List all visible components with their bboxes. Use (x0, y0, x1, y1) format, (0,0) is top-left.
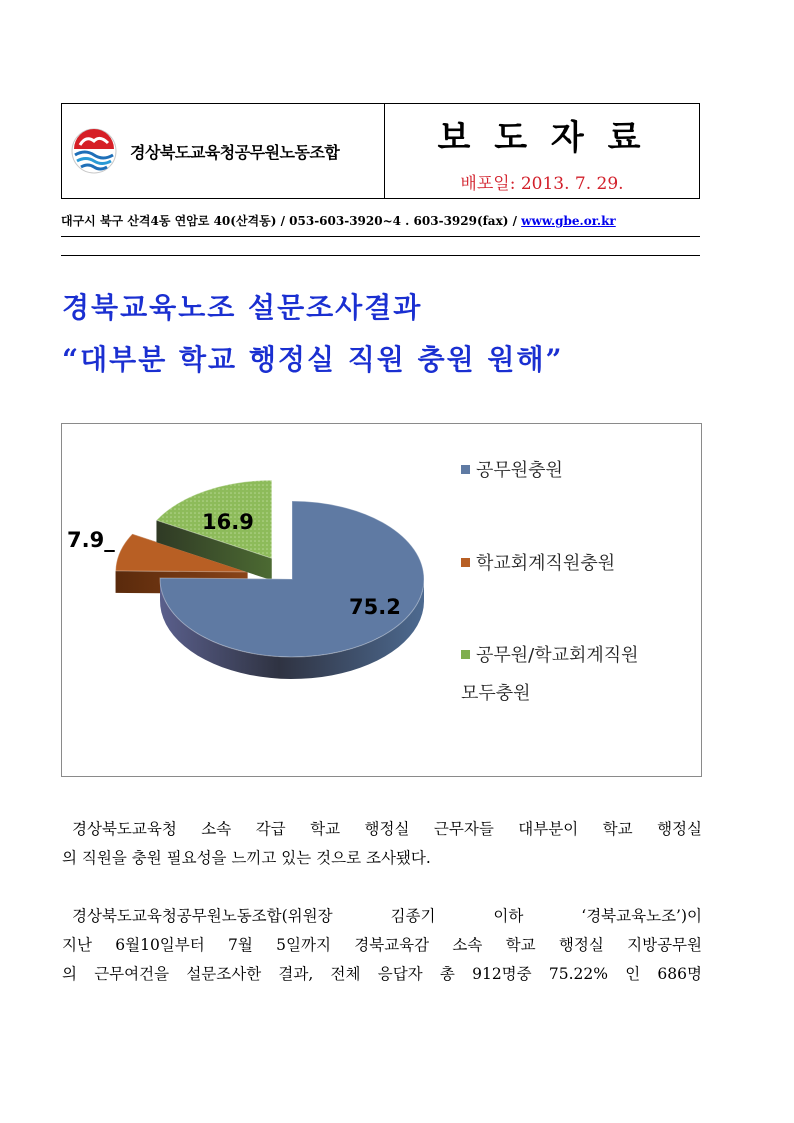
survey-pie-chart (61, 423, 702, 777)
org-block (62, 104, 385, 198)
contact-address (61, 212, 700, 229)
legend-swatch-2 (461, 558, 470, 567)
data-label-3: 16.9 (202, 510, 254, 534)
union-logo-icon (70, 127, 118, 175)
legend-entry-3: 공무원/학교회계직원 (476, 645, 639, 666)
headline-line-2: “대부분 학교 행정실 직원 충원 원해” (62, 343, 564, 376)
p1-line-1: 경상북도교육청 소속 각급 학교 행정실 근무자들 대부분이 학교 행정실 (72, 820, 702, 838)
data-label-2: 7.9_ (67, 528, 115, 552)
release-date: 배포일: 2013. 7. 29. (460, 174, 624, 194)
legend-entry-2: 학교회계직원충원 (476, 553, 616, 574)
p2-line-2: 지난 6월10일부터 7월 5일까지 경북교육감 소속 학교 행정실 지방공무원 (62, 936, 702, 954)
paragraph-2 (62, 902, 702, 989)
p1-line-2: 의 직원을 충원 필요성을 느끼고 있는 것으로 조사됐다. (62, 849, 431, 867)
divider-bottom (61, 255, 700, 256)
legend-entry-1: 공무원충원 (476, 460, 563, 481)
press-header (61, 103, 700, 199)
legend-swatch-1 (461, 465, 470, 474)
address-text: 대구시 북구 산격4동 연암로 40(산격동) / 053-603-3920~4 . 603-3929(fax) / (61, 214, 522, 228)
legend-entry-4: 모두충원 (461, 683, 531, 704)
pie-chart-canvas (62, 424, 701, 776)
paragraph-1 (62, 815, 702, 873)
headline-line-1: 경북교육노조 설문조사결과 (62, 291, 423, 324)
data-label-1: 75.2 (349, 595, 401, 619)
p2-line-1: 경상북도교육청공무원노동조합(위원장 김종기 이하 ‘경북교육노조’)이 (72, 907, 702, 925)
p2-line-3: 의 근무여건을 설문조사한 결과, 전체 응답자 총 912명중 75.22% 인 686명 (62, 965, 702, 983)
title-block (385, 104, 699, 198)
website-link[interactable]: www.gbe.or.kr (521, 214, 616, 228)
press-release-title: 보 도 자 료 (437, 118, 647, 158)
legend-swatch-3 (461, 650, 470, 659)
org-name: 경상북도교육청공무원노동조합 (130, 142, 340, 162)
divider-top (61, 236, 700, 237)
